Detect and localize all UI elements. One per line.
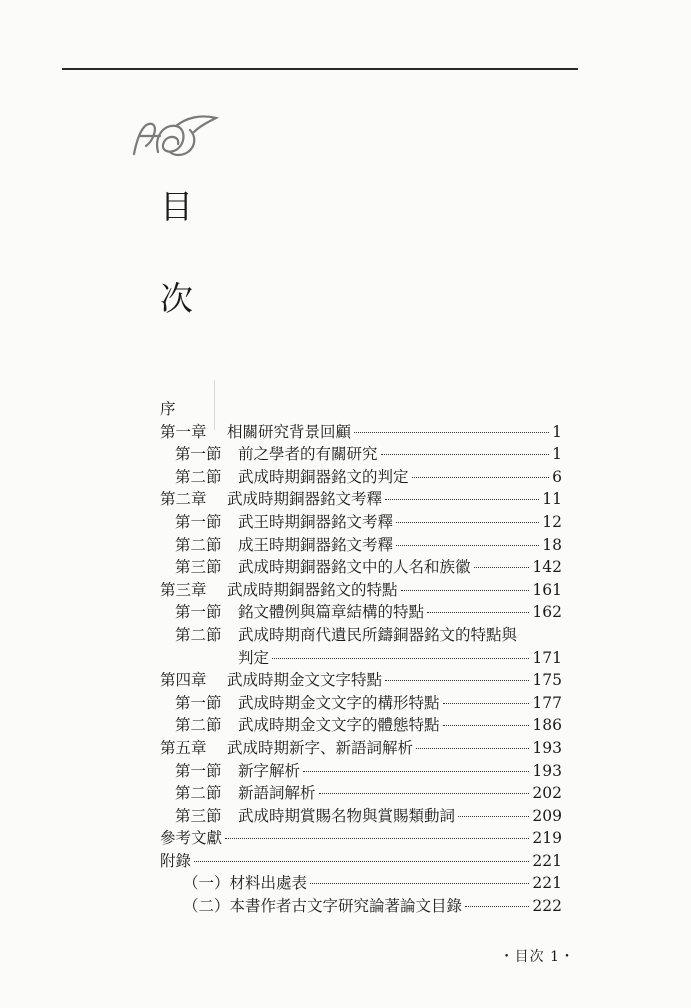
- toc-label: 第二節: [175, 716, 222, 735]
- toc-entry: [160, 713, 562, 736]
- toc-title: 武成時期金文文字的體態特點: [238, 716, 440, 735]
- toc-label: 第一節: [175, 693, 222, 712]
- toc-page: 186: [532, 716, 562, 735]
- toc-entry: [160, 533, 562, 556]
- toc-entry: [160, 759, 562, 782]
- toc-entry: [160, 668, 562, 691]
- toc-title: 武成時期銅器銘文的特點: [227, 580, 398, 599]
- toc-page: 161: [532, 580, 562, 599]
- toc-page: 171: [532, 648, 562, 667]
- toc-label: 參考文獻: [160, 829, 223, 848]
- toc-label: 第三章: [160, 580, 207, 599]
- toc-entry: [160, 691, 562, 714]
- toc-title: 武成時期金文文字的構形特點: [238, 693, 440, 712]
- table-of-contents: [160, 397, 562, 917]
- toc-page: 219: [532, 829, 562, 848]
- toc-label: 第二節: [175, 784, 222, 803]
- toc-page: 222: [532, 897, 562, 916]
- toc-title: 武成時期銅器銘文中的人名和族徽: [238, 558, 471, 577]
- toc-page: 18: [542, 535, 562, 554]
- toc-title-continuation: 判定: [238, 648, 270, 667]
- leader-dots: [416, 748, 529, 749]
- top-rule: [62, 68, 578, 70]
- toc-entry: [160, 871, 562, 894]
- decorative-ornament-icon: [130, 106, 220, 162]
- toc-page: 6: [552, 467, 562, 486]
- leader-dots: [385, 499, 539, 500]
- toc-title: 新字解析: [238, 761, 301, 780]
- toc-label: 第二節: [175, 625, 222, 644]
- leader-dots: [303, 771, 529, 772]
- toc-page: 162: [532, 603, 562, 622]
- toc-page: 142: [532, 558, 562, 577]
- toc-entry: [160, 442, 562, 465]
- toc-title: 新語詞解析: [238, 784, 316, 803]
- toc-entry: [160, 623, 562, 646]
- toc-page: 12: [542, 512, 562, 531]
- toc-label: 第二章: [160, 490, 207, 509]
- toc-page: 11: [542, 490, 562, 509]
- leader-dots: [310, 883, 529, 884]
- toc-title: 武成時期商代遺民所鑄銅器銘文的特點與: [238, 625, 518, 644]
- toc-page: 1: [552, 445, 562, 464]
- leader-dots: [443, 725, 530, 726]
- toc-title: 前之學者的有關研究: [238, 445, 378, 464]
- toc-entry: [160, 804, 562, 827]
- heading-char-2: 次: [160, 279, 193, 318]
- toc-label: 第五章: [160, 738, 207, 757]
- toc-label: 第一章: [160, 422, 207, 441]
- toc-label: （一）: [183, 874, 230, 893]
- toc-title: 相關研究背景回顧: [227, 422, 352, 441]
- heading-char-1: 目: [160, 187, 193, 226]
- toc-label: 第四章: [160, 671, 207, 690]
- page-footer: ・目次 1・: [499, 949, 575, 965]
- toc-label: 第三節: [175, 806, 222, 825]
- leader-dots: [412, 477, 550, 478]
- toc-entry: [160, 826, 562, 849]
- toc-entry: [160, 555, 562, 578]
- toc-entry: [160, 600, 562, 623]
- toc-page: 221: [532, 874, 562, 893]
- toc-label: 第一節: [175, 761, 222, 780]
- leader-dots: [427, 612, 529, 613]
- toc-title: 武成時期銅器銘文的判定: [238, 467, 409, 486]
- toc-label: 第三節: [175, 558, 222, 577]
- toc-page: 193: [532, 761, 562, 780]
- leader-dots: [225, 838, 529, 839]
- leader-dots: [474, 567, 530, 568]
- toc-label: 第二節: [175, 467, 222, 486]
- leader-dots: [401, 590, 530, 591]
- leader-dots: [272, 658, 529, 659]
- toc-entry: [160, 510, 562, 533]
- toc-entry: [160, 420, 562, 443]
- toc-entry: [160, 487, 562, 510]
- leader-dots: [396, 522, 539, 523]
- toc-title: 銘文體例與篇章結構的特點: [238, 603, 425, 622]
- toc-title: 成王時期銅器銘文考釋: [238, 535, 394, 554]
- toc-title: 武成時期金文文字特點: [227, 671, 383, 690]
- toc-title: 材料出處表: [229, 874, 308, 893]
- toc-page: 177: [532, 693, 562, 712]
- toc-entry: [160, 894, 562, 917]
- toc-page: 202: [532, 784, 562, 803]
- leader-dots: [381, 454, 550, 455]
- leader-dots: [319, 793, 530, 794]
- toc-entry-preface: [160, 397, 562, 420]
- toc-title: 武成時期銅器銘文考釋: [227, 490, 383, 509]
- leader-dots: [443, 703, 530, 704]
- toc-entry: [160, 736, 562, 759]
- toc-label: 附錄: [160, 851, 192, 870]
- leader-dots: [465, 906, 529, 907]
- toc-page: 193: [532, 738, 562, 757]
- leader-dots: [396, 545, 539, 546]
- leader-dots: [458, 816, 529, 817]
- toc-title: 武成時期賞賜名物與賞賜類動詞: [238, 806, 456, 825]
- toc-label: （二）: [183, 897, 230, 916]
- toc-entry: [160, 465, 562, 488]
- toc-entry: [160, 781, 562, 804]
- toc-entry-continuation: [160, 646, 562, 669]
- toc-page: 1: [552, 422, 562, 441]
- toc-title: 武成時期新字、新語詞解析: [227, 738, 414, 757]
- leader-dots: [354, 432, 549, 433]
- toc-label: 第一節: [175, 512, 222, 531]
- toc-entry: [160, 578, 562, 601]
- leader-dots: [385, 680, 529, 681]
- toc-label: 第一節: [175, 445, 222, 464]
- toc-page: 175: [532, 671, 562, 690]
- toc-label: 第一節: [175, 603, 222, 622]
- leader-dots: [194, 861, 529, 862]
- toc-label: 第二節: [175, 535, 222, 554]
- toc-title: 武王時期銅器銘文考釋: [238, 512, 394, 531]
- toc-title: 本書作者古文字研究論著論文目錄: [229, 897, 463, 916]
- toc-page: 209: [532, 806, 562, 825]
- toc-page: 221: [532, 851, 562, 870]
- toc-entry: [160, 849, 562, 872]
- toc-label: 序: [160, 400, 176, 418]
